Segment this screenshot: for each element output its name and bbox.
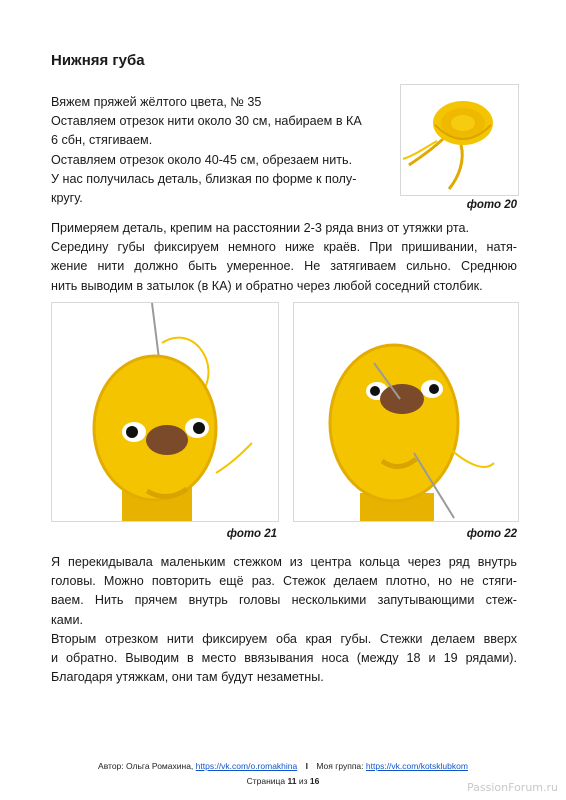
intro-paragraph: [51, 93, 391, 208]
text-line: Вяжем пряжей жёлтого цвета, № 35: [51, 95, 262, 109]
photo-21-caption: фото 21: [226, 528, 277, 540]
text-line: Примеряем деталь, крепим на расстоянии 2-3 ряда вниз от утяжки рта.: [51, 221, 470, 235]
text-line: Я перекидывала маленьким стежком из центра кольца через ряд внутрь: [51, 555, 517, 569]
group-link[interactable]: https://vk.com/kotsklubkom: [365, 761, 468, 771]
photo-22: [293, 302, 519, 522]
page-footer: [0, 761, 566, 771]
text-line: Середину губы фиксируем немного ниже краёв. При пришивании, натя-: [51, 240, 517, 255]
page-total: 16: [309, 776, 320, 786]
text-line: У нас получилась деталь, близкая по форме к полу-: [51, 171, 357, 186]
text-line: ками.: [51, 612, 83, 627]
photo-20-caption: фото 20: [466, 199, 517, 211]
text-line: и обратно. Выводим в место ввязывания носа (между 18 и 19 рядами).: [51, 651, 517, 666]
text-line: ваем. Нить прячем внутрь головы несколькими запутывающими стеж-: [51, 593, 517, 608]
text-line: Оставляем отрезок нити около 30 см, набираем в КА: [51, 114, 362, 129]
photo-22-caption: фото 22: [466, 528, 517, 540]
crochet-lip-piece-image: [401, 85, 518, 195]
page-of: из: [298, 776, 308, 786]
photo-20: [400, 84, 519, 196]
duck-head-stitching-image: [294, 303, 518, 521]
duck-head-front-image: [52, 303, 278, 521]
page-current: 11: [287, 776, 297, 786]
stitching-paragraph: [51, 553, 517, 687]
fitting-paragraph: [51, 219, 517, 296]
text-line: 6 сбн, стягиваем.: [51, 133, 153, 148]
section-title: Нижняя губа: [51, 52, 145, 69]
footer-separator: I: [305, 761, 308, 771]
text-line: Вторым отрезком нити фиксируем оба края губы. Стежки делаем вверх: [51, 631, 517, 646]
text-line: головы. Можно повторить ещё раз. Стежок делаем плотно, но не стяги-: [51, 574, 517, 589]
text-line: Благодаря утяжкам, они там будут незаметны.: [51, 670, 324, 685]
author-label: Автор: Ольга Ромахина,: [98, 761, 194, 771]
group-label: Моя группа:: [316, 761, 364, 771]
text-line: Оставляем отрезок около 40-45 см, обрезаем нить.: [51, 152, 353, 167]
text-line: нить выводим в затылок (в КА) и обратно через любой соседний столбик.: [51, 278, 483, 293]
text-line: кругу.: [51, 191, 83, 206]
photo-21: [51, 302, 279, 522]
author-link[interactable]: https://vk.com/o.romakhina: [195, 761, 298, 771]
page-word: Страница: [246, 776, 286, 786]
watermark: PassionForum.ru: [467, 781, 558, 794]
text-line: жение нити должно быть умеренное. Не затягиваем сильно. Среднюю: [51, 259, 517, 274]
